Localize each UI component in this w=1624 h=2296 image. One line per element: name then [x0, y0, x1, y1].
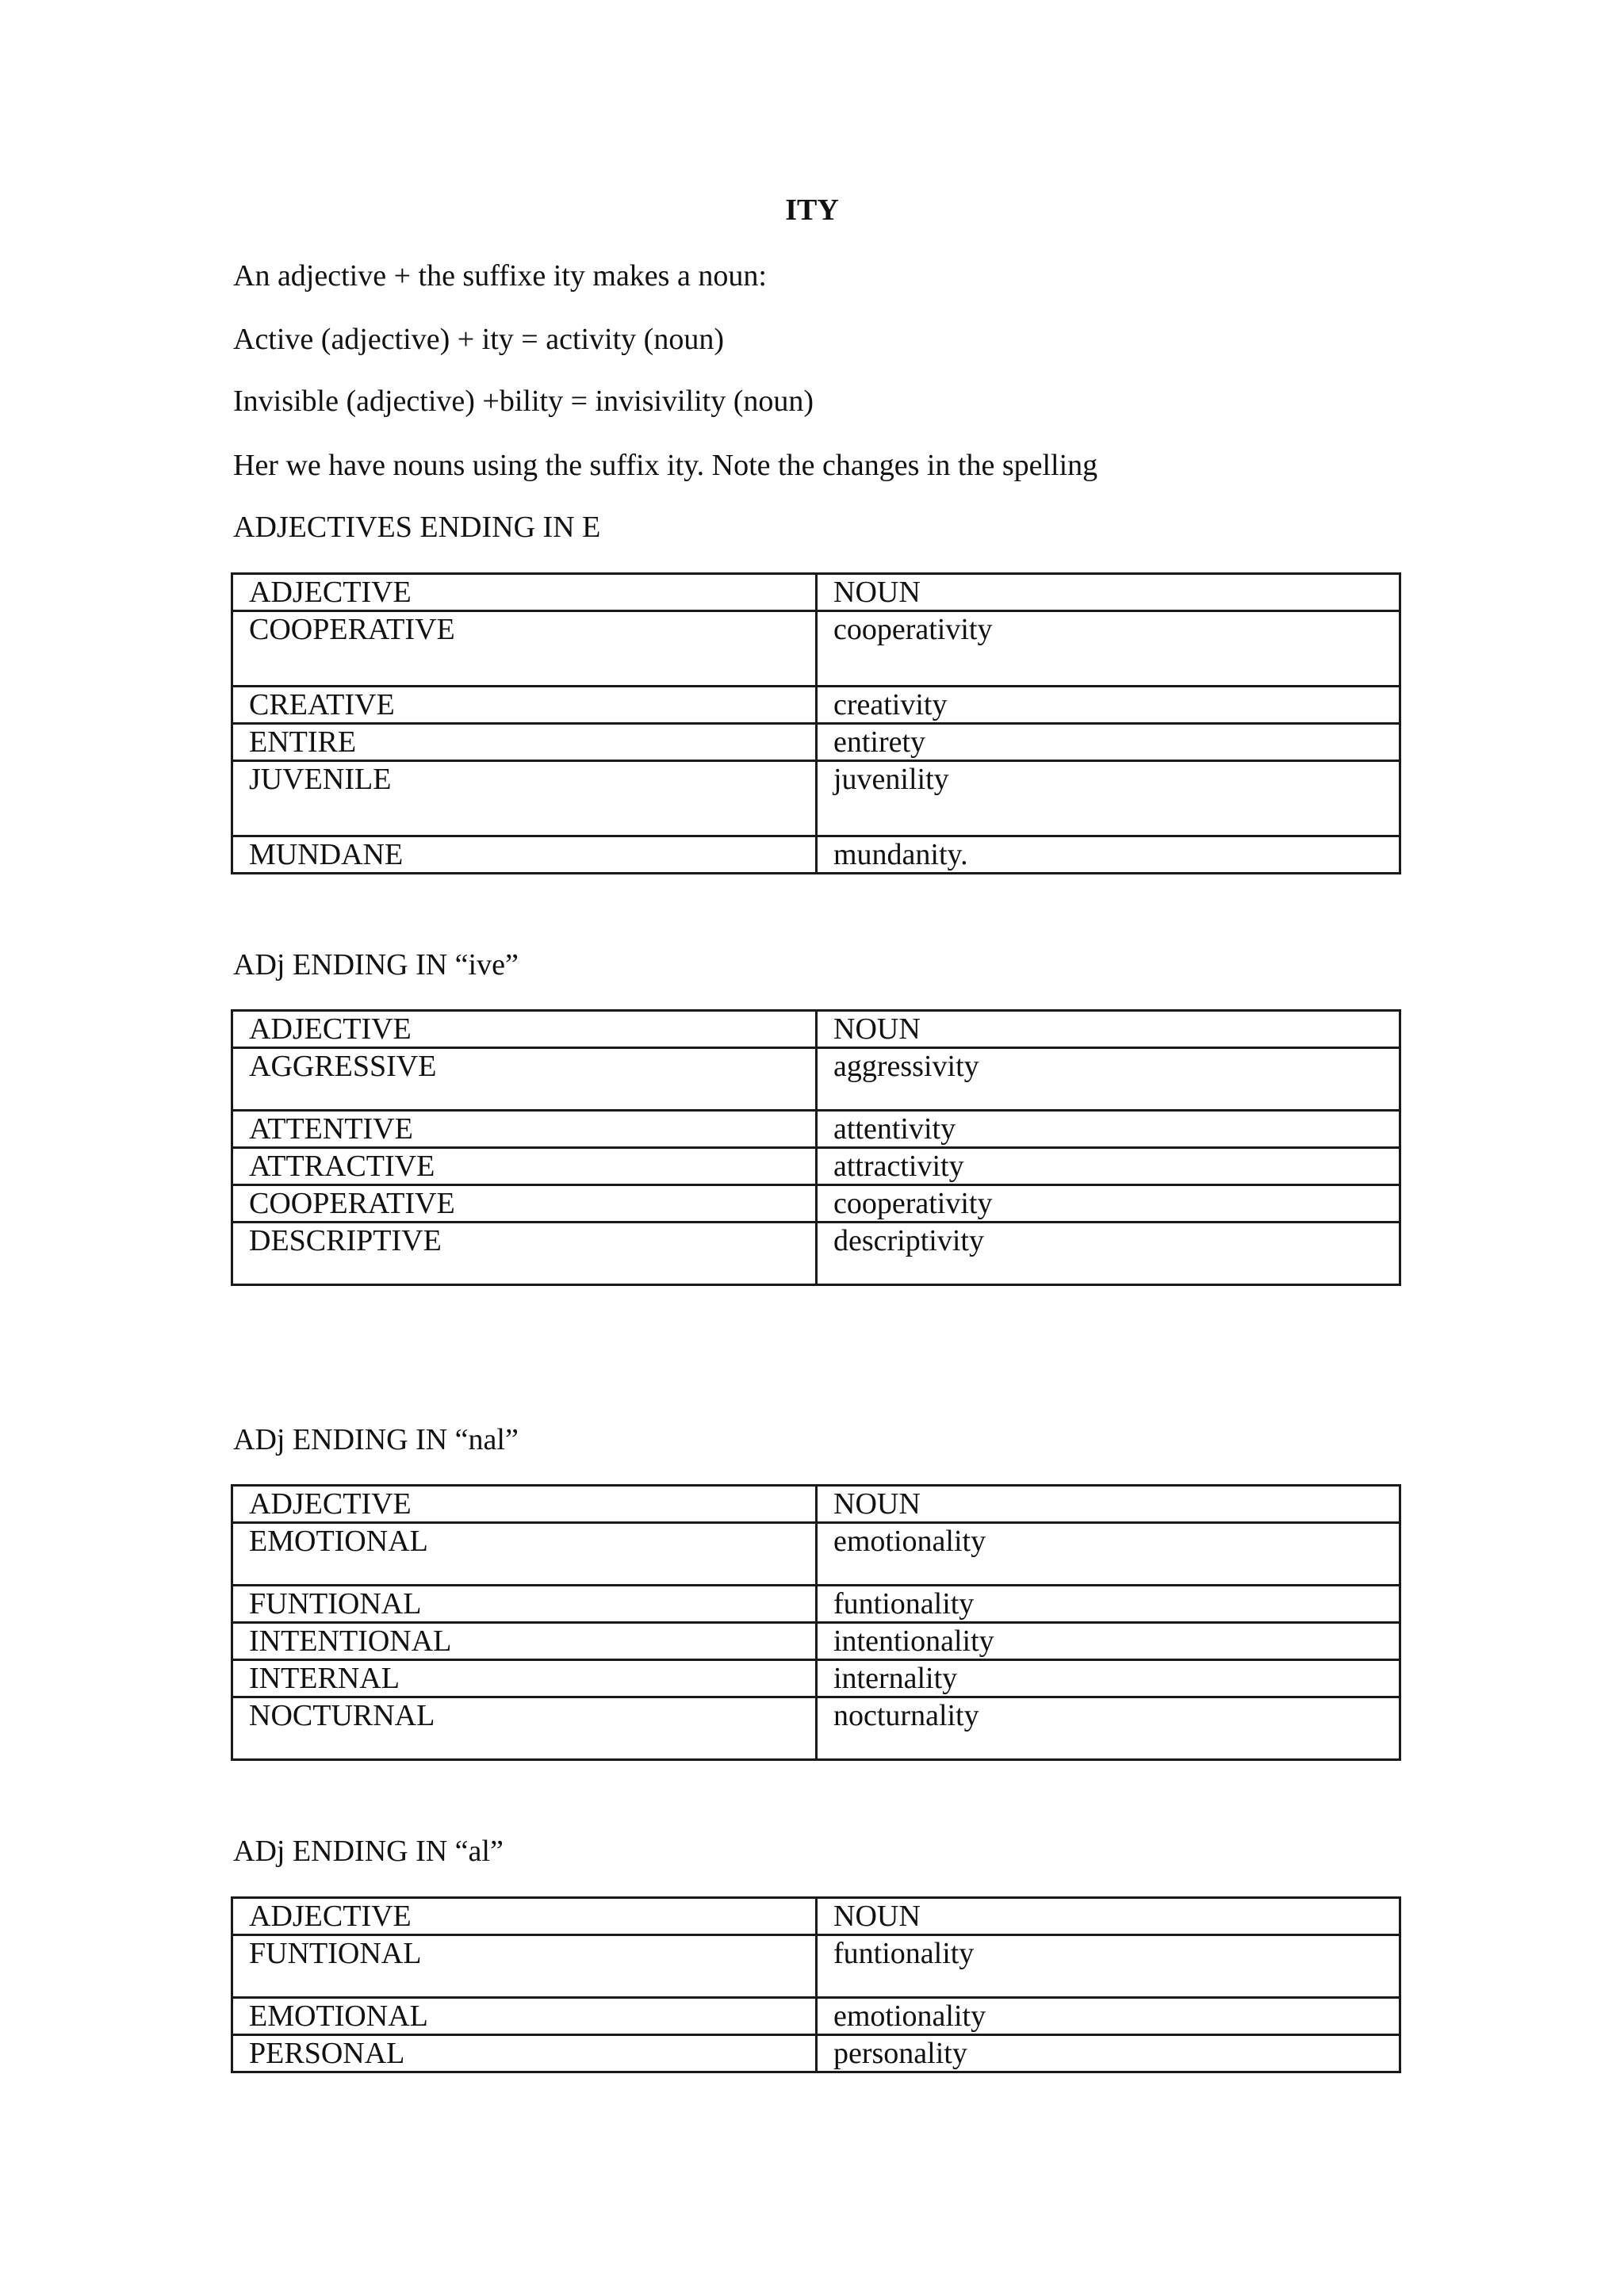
adjective-cell: JUVENILE — [232, 761, 817, 836]
adjective-cell: PERSONAL — [232, 2035, 817, 2072]
header-adjective: ADJECTIVE — [232, 1011, 817, 1048]
noun-cell: mundanity. — [817, 836, 1400, 874]
adjective-cell: CREATIVE — [232, 687, 817, 724]
adjective-cell: NOCTURNAL — [232, 1697, 817, 1760]
section-heading-e: ADJECTIVES ENDING IN E — [233, 511, 601, 544]
table-header-row — [232, 1898, 1400, 1935]
noun-cell: entirety — [817, 724, 1400, 761]
adjective-cell: ATTRACTIVE — [232, 1148, 817, 1185]
intro-line-4: Her we have nouns using the suffix ity. Note the changes in the spelling — [233, 449, 1098, 482]
table-header-row — [232, 1486, 1400, 1523]
table-row — [232, 1623, 1400, 1660]
adjective-cell: FUNTIONAL — [232, 1586, 817, 1623]
adjective-cell: EMOTIONAL — [232, 1523, 817, 1586]
noun-cell: cooperativity — [817, 1185, 1400, 1223]
table-row — [232, 611, 1400, 687]
table-row — [232, 1660, 1400, 1697]
intro-line-2: Active (adjective) + ity = activity (noun) — [233, 323, 724, 356]
table-header-row — [232, 1011, 1400, 1048]
noun-cell: descriptivity — [817, 1223, 1400, 1285]
adjective-cell: EMOTIONAL — [232, 1998, 817, 2035]
section-heading-nal: ADj ENDING IN “nal” — [233, 1423, 519, 1456]
noun-cell: juvenility — [817, 761, 1400, 836]
header-noun: NOUN — [817, 1011, 1400, 1048]
adjective-cell: MUNDANE — [232, 836, 817, 874]
header-adjective: ADJECTIVE — [232, 574, 817, 611]
table-row — [232, 761, 1400, 836]
table-adjectives-al — [231, 1896, 1401, 2073]
table-adjectives-nal — [231, 1484, 1401, 1761]
table-row — [232, 1148, 1400, 1185]
adjective-cell: ENTIRE — [232, 724, 817, 761]
header-noun: NOUN — [817, 1898, 1400, 1935]
table-row — [232, 836, 1400, 874]
table-row — [232, 1586, 1400, 1623]
page-title: ITY — [785, 193, 839, 227]
header-adjective: ADJECTIVE — [232, 1486, 817, 1523]
intro-line-3: Invisible (adjective) +bility = invisivility (noun) — [233, 385, 814, 418]
noun-cell: aggressivity — [817, 1048, 1400, 1111]
noun-cell: emotionality — [817, 1998, 1400, 2035]
adjective-cell: COOPERATIVE — [232, 611, 817, 687]
table-row — [232, 1223, 1400, 1285]
table-row — [232, 1523, 1400, 1586]
table-adjectives-e — [231, 572, 1401, 874]
intro-line-1: An adjective + the suffixe ity makes a noun: — [233, 259, 767, 293]
header-adjective: ADJECTIVE — [232, 1898, 817, 1935]
table-row — [232, 1998, 1400, 2035]
adjective-cell: AGGRESSIVE — [232, 1048, 817, 1111]
table-row — [232, 1048, 1400, 1111]
table-adjectives-ive — [231, 1009, 1401, 1286]
noun-cell: personality — [817, 2035, 1400, 2072]
table-row — [232, 1111, 1400, 1148]
noun-cell: attractivity — [817, 1148, 1400, 1185]
table-header-row — [232, 574, 1400, 611]
section-heading-al: ADj ENDING IN “al” — [233, 1835, 504, 1868]
adjective-cell: ATTENTIVE — [232, 1111, 817, 1148]
table-row — [232, 687, 1400, 724]
adjective-cell: DESCRIPTIVE — [232, 1223, 817, 1285]
noun-cell: funtionality — [817, 1935, 1400, 1998]
adjective-cell: INTERNAL — [232, 1660, 817, 1697]
table-row — [232, 724, 1400, 761]
adjective-cell: COOPERATIVE — [232, 1185, 817, 1223]
table-row — [232, 1185, 1400, 1223]
noun-cell: funtionality — [817, 1586, 1400, 1623]
adjective-cell: INTENTIONAL — [232, 1623, 817, 1660]
noun-cell: creativity — [817, 687, 1400, 724]
noun-cell: attentivity — [817, 1111, 1400, 1148]
table-row — [232, 1697, 1400, 1760]
table-row — [232, 2035, 1400, 2072]
noun-cell: internality — [817, 1660, 1400, 1697]
noun-cell: nocturnality — [817, 1697, 1400, 1760]
header-noun: NOUN — [817, 574, 1400, 611]
section-heading-ive: ADj ENDING IN “ive” — [233, 948, 519, 982]
noun-cell: cooperativity — [817, 611, 1400, 687]
table-row — [232, 1935, 1400, 1998]
noun-cell: intentionality — [817, 1623, 1400, 1660]
adjective-cell: FUNTIONAL — [232, 1935, 817, 1998]
noun-cell: emotionality — [817, 1523, 1400, 1586]
header-noun: NOUN — [817, 1486, 1400, 1523]
